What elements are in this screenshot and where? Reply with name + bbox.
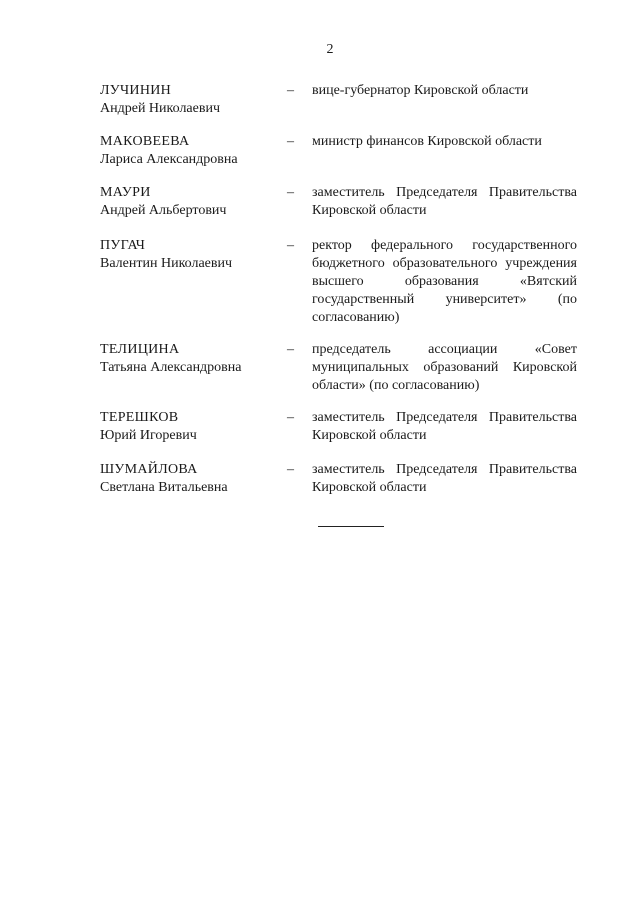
person-role: ректор федерального государственного бюджетного образовательного учреждения высшего образования «Вятский государственный университет» (по согласованию) bbox=[312, 238, 577, 325]
person-surname: МАКОВЕЕВА bbox=[100, 134, 190, 149]
person-name bbox=[100, 184, 280, 220]
person-role: министр финансов Кировской области bbox=[312, 134, 542, 149]
separator-dash: – bbox=[287, 342, 294, 357]
person-given-name: Татьяна Александровна bbox=[100, 360, 242, 375]
person-name bbox=[100, 409, 280, 445]
person-surname: ПУГАЧ bbox=[100, 238, 146, 253]
person-name bbox=[100, 461, 280, 497]
person-name bbox=[100, 237, 280, 273]
person-role: вице-губернатор Кировской области bbox=[312, 83, 529, 98]
end-rule-divider bbox=[318, 526, 384, 527]
person-given-name: Валентин Николаевич bbox=[100, 256, 233, 271]
separator-dash: – bbox=[287, 462, 294, 477]
person-given-name: Юрий Игоревич bbox=[100, 428, 197, 443]
person-role: заместитель Председателя Правительства Кировской области bbox=[312, 410, 577, 443]
person-surname: ШУМАЙЛОВА bbox=[100, 462, 198, 477]
person-name bbox=[100, 341, 280, 377]
person-surname: ТЕЛИЦИНА bbox=[100, 342, 180, 357]
person-given-name: Светлана Витальевна bbox=[100, 480, 228, 495]
person-role: заместитель Председателя Правительства Кировской области bbox=[312, 462, 577, 495]
separator-dash: – bbox=[287, 238, 294, 253]
separator-dash: – bbox=[287, 185, 294, 200]
separator-dash: – bbox=[287, 83, 294, 98]
person-name bbox=[100, 133, 280, 169]
person-given-name: Андрей Николаевич bbox=[100, 101, 220, 116]
person-surname: МАУРИ bbox=[100, 185, 151, 200]
person-surname: ТЕРЕШКОВ bbox=[100, 410, 179, 425]
person-role: заместитель Председателя Правительства Кировской области bbox=[312, 185, 577, 218]
separator-dash: – bbox=[287, 134, 294, 149]
page-number: 2 bbox=[326, 42, 334, 57]
separator-dash: – bbox=[287, 410, 294, 425]
person-given-name: Андрей Альбертович bbox=[100, 203, 227, 218]
person-role: председатель ассоциации «Совет муниципальных образований Кировской области» (по согласованию) bbox=[312, 342, 577, 393]
person-given-name: Лариса Александровна bbox=[100, 152, 238, 167]
person-name bbox=[100, 82, 280, 118]
person-surname: ЛУЧИНИН bbox=[100, 83, 172, 98]
